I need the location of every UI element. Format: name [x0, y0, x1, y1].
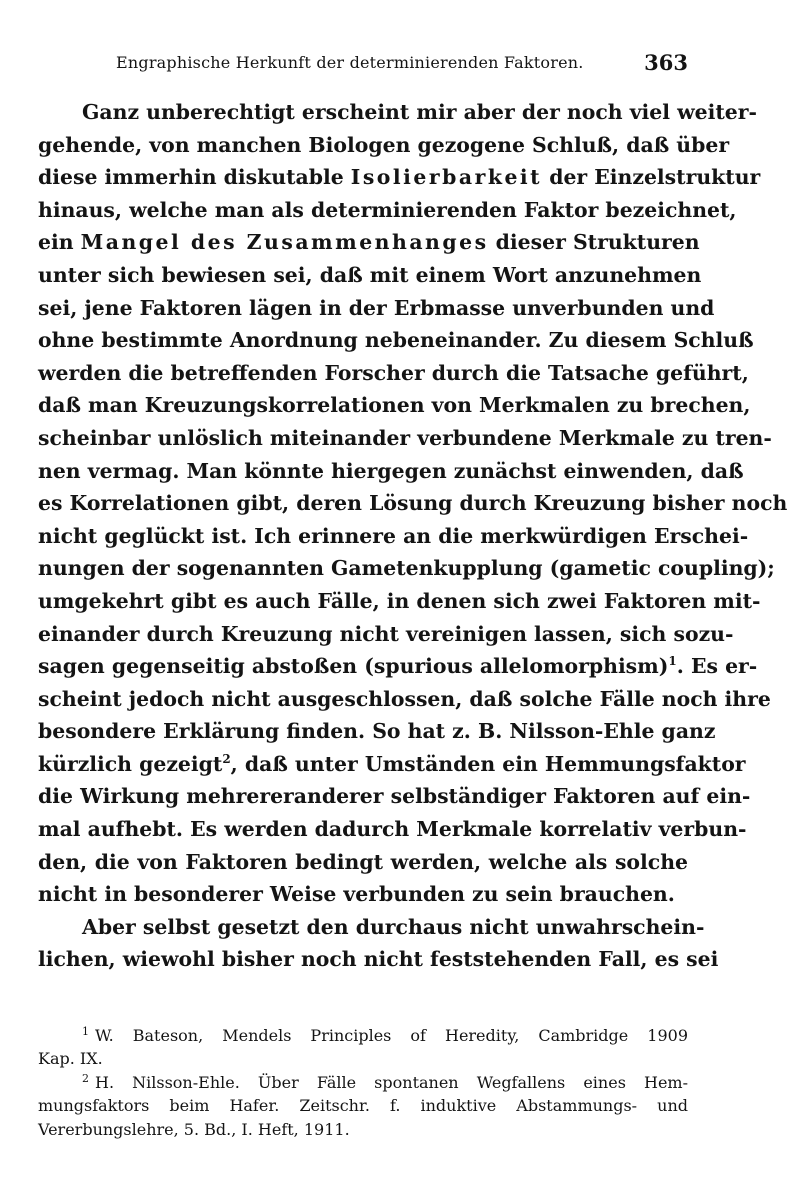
text-line: nicht in besonderer Weise verbunden zu sein brauchen. — [38, 882, 675, 907]
footnote-2-line: Vererbungslehre, 5. Bd., I. Heft, 1911. — [38, 1119, 350, 1139]
text-line: nicht geglückt ist. Ich erinnere an die merkwürdigen Erschei- — [38, 523, 749, 548]
text-line: sei, jene Faktoren lägen in der Erbmasse unverbunden und — [38, 295, 715, 320]
text-line: besondere Erklärung finden. So hat z. B. Nilsson-Ehle ganz — [38, 719, 716, 744]
text-fragment: sagen gegenseitig abstoßen (spurious allelomorphism) — [38, 654, 669, 679]
text-line: scheint jedoch nicht ausgeschlossen, daß solche Fälle noch ihre — [38, 686, 771, 711]
text-line: mal aufhebt. Es werden dadurch Merkmale korrelativ verbun- — [38, 817, 747, 842]
text-line — [38, 748, 746, 781]
footnote-ref[interactable]: 2 — [222, 751, 231, 766]
text-fragment: der Einzelstruktur — [542, 165, 761, 190]
text-line: den, die von Faktoren bedingt werden, welche als solche — [38, 849, 688, 874]
footnote-text: H. Nilsson-Ehle. Über Fälle spontanen Wegfallens eines Hem- — [95, 1072, 688, 1092]
page-number: 363 — [644, 50, 688, 75]
text-line: daß man Kreuzungskorrelationen von Merkmalen zu brechen, — [38, 393, 751, 418]
text-line: hinaus, welche man als determinierenden Faktor bezeichnet, — [38, 197, 737, 222]
text-fragment: , daß unter Umständen ein Hemmungsfaktor — [230, 751, 746, 776]
footnote-mark: 2 — [82, 1071, 89, 1085]
text-line — [38, 226, 700, 259]
emphasized-term: Mangel des Zusammenhanges — [80, 230, 489, 255]
emphasized-term: Isolierbarkeit — [350, 165, 543, 190]
footnote-2-line: mungsfaktors beim Hafer. Zeitschr. f. induktive Abstammungs- und — [38, 1096, 688, 1116]
footnote-text: W. Bateson, Mendels Principles of Heredity, Cambridge 1909 — [95, 1026, 688, 1045]
footnote-1-line: Kap. IX. — [38, 1049, 103, 1069]
text-line: es Korrelationen gibt, deren Lösung durch Kreuzung bisher noch — [38, 491, 787, 516]
text-line: ohne bestimmte Anordnung nebeneinander. Zu diesem Schluß — [38, 328, 754, 353]
text-line: Aber selbst gesetzt den durchaus nicht unwahrschein- — [82, 914, 705, 939]
text-line: werden die betreffenden Forscher durch die Tatsache geführt, — [38, 360, 749, 385]
footnote-2-line — [38, 1071, 688, 1094]
footnotes — [38, 1024, 688, 1141]
footnote-mark: 1 — [82, 1025, 89, 1038]
text-fragment: . Es er- — [676, 654, 758, 679]
text-fragment: diese immerhin diskutable — [38, 165, 351, 190]
text-line: umgekehrt gibt es auch Fälle, in denen sich zwei Faktoren mit- — [38, 588, 761, 613]
footnote-ref[interactable]: 1 — [668, 654, 677, 669]
text-line: nen vermag. Man könnte hiergegen zunächst einwenden, daß — [38, 458, 744, 483]
text-line — [38, 161, 761, 194]
text-line: scheinbar unlöslich miteinander verbundene Merkmale zu tren- — [38, 425, 772, 450]
running-title: Engraphische Herkunft der determinierenden Faktoren. — [116, 53, 584, 72]
footnote-1-line — [38, 1024, 688, 1047]
text-line: die Wirkung mehrereranderer selbständiger Faktoren auf ein- — [38, 784, 751, 809]
text-line: einander durch Kreuzung nicht vereinigen lassen, sich sozu- — [38, 621, 734, 646]
text-fragment: kürzlich gezeigt — [38, 751, 223, 776]
text-line: Ganz unberechtigt erscheint mir aber der noch viel weiter- — [82, 100, 757, 124]
text-line — [38, 650, 758, 683]
text-line: lichen, wiewohl bisher noch nicht feststehenden Fall, es sei — [38, 947, 719, 972]
text-line: nungen der sogenannten Gametenkupplung (gametic coupling); — [38, 556, 775, 581]
main-text — [38, 96, 787, 976]
text-line: gehende, von manchen Biologen gezogene Schluß, daß über — [38, 132, 730, 157]
text-fragment: ein — [38, 230, 81, 255]
text-fragment: dieser Strukturen — [488, 230, 700, 255]
text-line: unter sich bewiesen sei, daß mit einem Wort anzunehmen — [38, 262, 702, 287]
